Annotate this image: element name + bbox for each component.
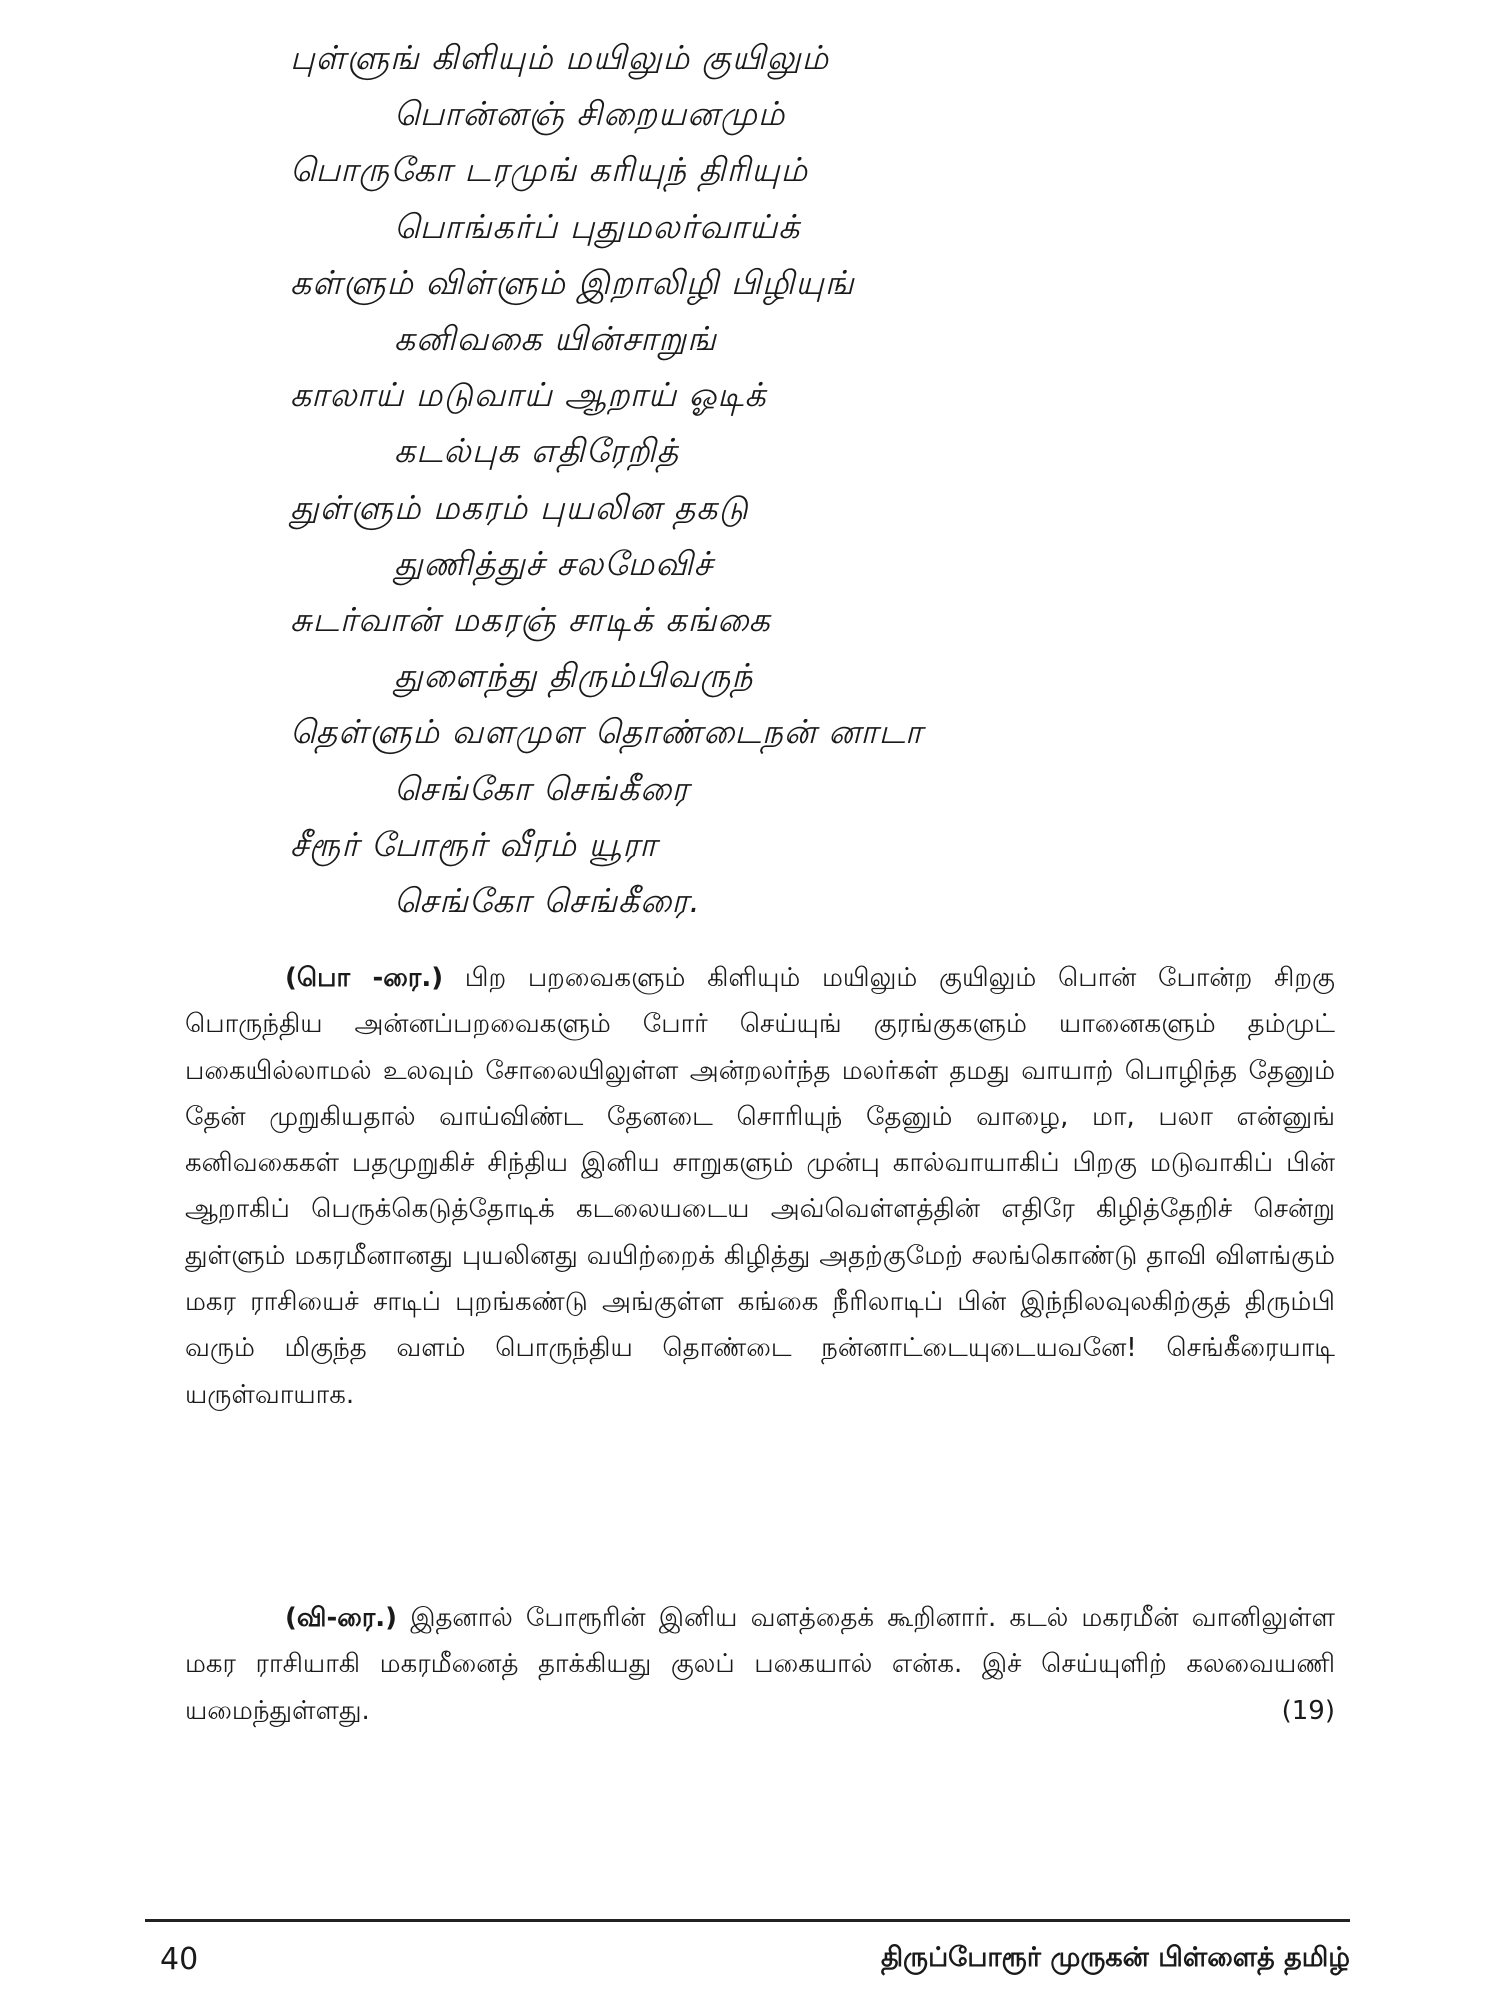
running-title: திருப்போரூர் முருகன் பிள்ளைத் தமிழ் xyxy=(880,1942,1350,1973)
word-meaning-paragraph xyxy=(185,955,1335,1418)
verse-line: சீரூர் போரூர் வீரம் யூரா xyxy=(290,824,658,864)
verse-line: புள்ளுங் கிளியும் மயிலும் குயிலும் xyxy=(290,38,830,77)
word-meaning-text: பிற பறவைகளும் கிளியும் மயிலும் குயிலும் பொன் போன்ற சிறகு பொருந்திய அன்னப்பறவைகளும் போர் செய்யுங் குரங்குகளும் யானைகளும் தம்முட் பகையில்லாமல் உலவும் சோலையிலுள்ள அன்றலர்ந்த மலர்கள் தமது வாயாற் பொழிந்த தேனும் தேன் முறுகியதால் வாய்விண்ட தேனடை சொரியுந் தேனும் வாழை, மா, பலா என்னுங் கனிவகைகள் பதமுறுகிச் சிந்திய இனிய சாறுகளும் முன்பு கால்வாயாகிப் பிறகு மடுவாகிப் பின் ஆறாகிப் பெருக்கெடுத்தோடிக் கடலையடைய அவ்வெள்ளத்தின் எதிரே கிழித்தேறிச் சென்று துள்ளும் மகரமீனானது புயலினது வயிற்றைக் கிழித்து அதற்குமேற் சலங்கொண்டு தாவி விளங்கும் மகர ராசியைச் சாடிப் புறங்கண்டு அங்குள்ள கங்கை நீரிலாடிப் பின் இந்நிலவுலகிற்குத் திரும்பி வரும் மிகுந்த வளம் பொருந்திய தொண்டை நன்னாட்டையுடையவனே! செங்கீரையாடி யருள்வாயாக. xyxy=(185,963,1335,1410)
verse-line: தெள்ளும் வளமுள தொண்டைநன் னாடா xyxy=(290,712,924,752)
verse-line: துள்ளும் மகரம் புயலின தகடு xyxy=(290,487,749,527)
verse-block xyxy=(290,30,1190,929)
word-meaning-label: (பொ -ரை.) xyxy=(285,963,444,993)
verse-line: செங்கோ செங்கீரை. xyxy=(394,881,701,921)
verse-line: காலாய் மடுவாய் ஆறாய் ஓடிக் xyxy=(290,375,767,415)
verse-line: துளைந்து திரும்பிவருந் xyxy=(394,656,754,696)
verse-line: செங்கோ செங்கீரை xyxy=(394,768,690,808)
word-meaning-section xyxy=(185,955,1335,1418)
verse-line: பொங்கர்ப் புதுமலர்வாய்க் xyxy=(394,206,801,246)
verse-line: கள்ளும் விள்ளும் இறாலிழி பிழியுங் xyxy=(290,262,855,302)
verse-line: சுடர்வான் மகரஞ் சாடிக் கங்கை xyxy=(290,600,771,640)
explanation-section xyxy=(185,1595,1335,1734)
explanation-label: (வி-ரை.) xyxy=(285,1603,398,1633)
verse-number: (19) xyxy=(1281,1695,1335,1726)
page-number: 40 xyxy=(160,1942,199,1977)
verse-line: பொன்னஞ் சிறையனமும் xyxy=(394,94,786,134)
explanation-paragraph xyxy=(185,1595,1335,1734)
verse-line: கடல்புக எதிரேறித் xyxy=(394,431,680,471)
verse-line: கனிவகை யின்சாறுங் xyxy=(394,319,717,359)
explanation-text: இதனால் போரூரின் இனிய வளத்தைக் கூறினார். கடல் மகரமீன் வானிலுள்ள மகர ராசியாகி மகரமீனைத் தாக்கியது குலப் பகையால் என்க. இச் செய்யுளிற் கலவையணி யமைந்துள்ளது. xyxy=(185,1603,1335,1726)
verse-line: துணித்துச் சலமேவிச் xyxy=(394,543,714,583)
verse-line: பொருகோ டரமுங் கரியுந் திரியும் xyxy=(290,150,809,190)
footer-divider xyxy=(145,1919,1350,1922)
